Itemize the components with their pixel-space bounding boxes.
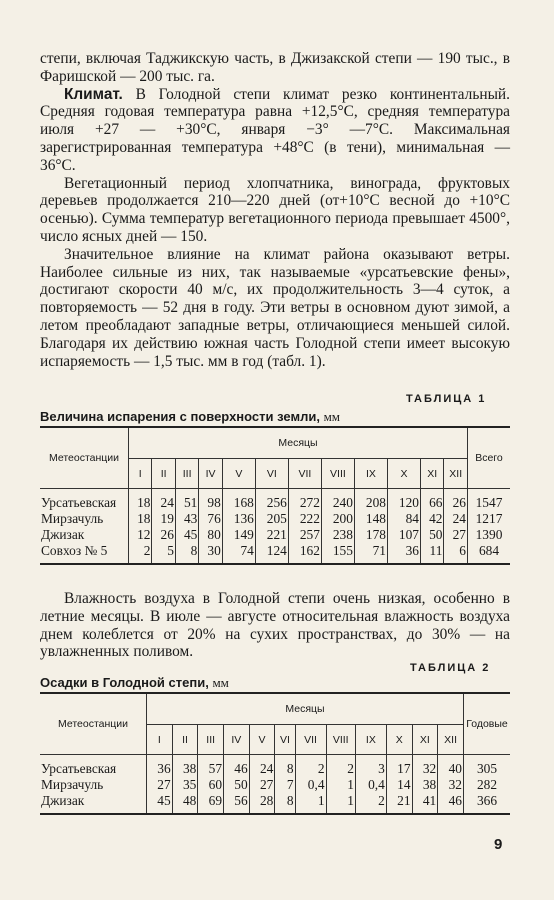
- table-cell: 56: [224, 793, 250, 809]
- table-cell: 205: [255, 511, 288, 527]
- table-cell: 155: [321, 543, 354, 559]
- total-cell: 305: [464, 761, 511, 777]
- table-cell: 19: [152, 511, 175, 527]
- table-cell: 46: [438, 793, 464, 809]
- table-cell: 32: [412, 761, 438, 777]
- total-cell: 1217: [468, 511, 511, 527]
- total-cell: 366: [464, 793, 511, 809]
- station-name: Мирзачуль: [41, 777, 104, 792]
- table-cell: 80: [199, 527, 222, 543]
- table1-month-header: IX: [354, 459, 387, 489]
- table-cell: 2: [129, 543, 152, 559]
- table-cell: 7: [275, 777, 295, 793]
- table-cell: 50: [421, 527, 444, 543]
- table2-month-header: III: [198, 725, 224, 755]
- table-cell: 40: [438, 761, 464, 777]
- table-cell: 42: [421, 511, 444, 527]
- table2-precipitation: [40, 692, 510, 815]
- table-cell: 8: [275, 793, 295, 809]
- table2-month-header: XI: [412, 725, 438, 755]
- table-cell: 36: [387, 543, 420, 559]
- table1-evaporation: [40, 426, 510, 565]
- table-cell: 200: [321, 511, 354, 527]
- table-row: [40, 793, 510, 809]
- table-cell: 45: [175, 527, 198, 543]
- table1-month-header: III: [175, 459, 198, 489]
- page-number: 9: [494, 836, 503, 853]
- table-cell: 2: [355, 793, 386, 809]
- station-name: Мирзачуль: [41, 511, 104, 526]
- table-cell: 6: [444, 543, 468, 559]
- table2-col-station: Метеостанции: [40, 693, 147, 755]
- table-cell: 18: [129, 511, 152, 527]
- table1-col-total: Всего: [468, 427, 511, 489]
- table-cell: 36: [147, 761, 173, 777]
- table2-unit: мм: [212, 675, 229, 690]
- table1-col-months: Месяцы: [129, 427, 468, 459]
- table2-col-total: Годовые: [464, 693, 511, 755]
- table2-col-months: Месяцы: [147, 693, 464, 725]
- table-cell: 2: [326, 761, 355, 777]
- table1-month-header: XII: [444, 459, 468, 489]
- table-cell: 8: [175, 543, 198, 559]
- table1-unit: мм: [323, 409, 341, 424]
- table1-title: [40, 409, 340, 425]
- table-cell: 120: [387, 495, 420, 511]
- climate-text: В Голодной степи климат резко континентальный. Средняя годовая температура равна +12,5°С, средняя температура июля +27 — +30°С, января −3° —7°С. Максимальная зарегистрированная температура +48°С (в тени), минимальная — 36°С.: [40, 85, 510, 174]
- table-cell: 48: [172, 793, 198, 809]
- table1-number: ТАБЛИЦА 1: [406, 393, 487, 405]
- table-cell: 18: [129, 495, 152, 511]
- station-name: Совхоз № 5: [41, 543, 108, 558]
- table-cell: 1: [326, 777, 355, 793]
- table-cell: 257: [288, 527, 321, 543]
- station-name: Джизак: [41, 793, 85, 808]
- table-cell: 46: [224, 761, 250, 777]
- table2-month-header: VIII: [326, 725, 355, 755]
- table-cell: 21: [386, 793, 412, 809]
- table-cell: 84: [387, 511, 420, 527]
- table1-month-header: XI: [421, 459, 444, 489]
- paragraph-winds: Значительное влияние на климат района оказывают ветры. Наиболее сильные из них, так называемые «урсатьевские фены», достигают скорости 40 м/с, их продолжительность 3—4 суток, а повторяемость — 52 дня в году. Эти ветры в основном дуют зимой, а летом преобладают западные ветры, отличающиеся меньшей силой. Благодаря их действию южная часть Голодной степи имеет высокую испаряемость — 1,5 тыс. мм в год (табл. 1).: [40, 245, 510, 370]
- table-cell: 0,4: [355, 777, 386, 793]
- station-name: Урсатьевская: [41, 495, 117, 510]
- table-cell: 1: [295, 793, 326, 809]
- table-row: [40, 543, 510, 559]
- table-cell: 148: [354, 511, 387, 527]
- station-name: Урсатьевская: [41, 761, 117, 776]
- table-cell: 51: [175, 495, 198, 511]
- paragraph-humidity: Влажность воздуха в Голодной степи очень низкая, особенно в летние месяцы. В июле — августе относительная влажность воздуха днем колеблется от 20% на сухих пространствах, до 30% — на увлажненных поливом.: [40, 590, 510, 661]
- table-row: [40, 761, 510, 777]
- table-cell: 238: [321, 527, 354, 543]
- table-cell: 0,4: [295, 777, 326, 793]
- table-cell: 1: [326, 793, 355, 809]
- table-cell: 208: [354, 495, 387, 511]
- table2-month-header: VI: [275, 725, 295, 755]
- table-cell: 76: [199, 511, 222, 527]
- total-cell: 1547: [468, 495, 511, 511]
- table2-month-header: XII: [438, 725, 464, 755]
- table-cell: 12: [129, 527, 152, 543]
- text-block-top: [40, 50, 510, 370]
- table-cell: 168: [222, 495, 255, 511]
- table-cell: 32: [438, 777, 464, 793]
- table-cell: 8: [275, 761, 295, 777]
- table-row: [40, 511, 510, 527]
- table-cell: 14: [386, 777, 412, 793]
- paragraph-vegetation: Вегетационный период хлопчатника, винограда, фруктовых деревьев продолжается 210—220 дней (от+10°С весной до +10°С осенью). Сумма температур вегетационного периода превышает 4500°, число ясных дней — 150.: [40, 174, 510, 245]
- table-cell: 74: [222, 543, 255, 559]
- table2-month-header: IX: [355, 725, 386, 755]
- table-cell: 162: [288, 543, 321, 559]
- table2-month-header: V: [249, 725, 275, 755]
- table1-title-text: Величина испарения с поверхности земли,: [40, 409, 320, 424]
- table-cell: 5: [152, 543, 175, 559]
- table-cell: 24: [444, 511, 468, 527]
- table-cell: 66: [421, 495, 444, 511]
- table-row: [40, 777, 510, 793]
- table-cell: 50: [224, 777, 250, 793]
- table2-month-header: II: [172, 725, 198, 755]
- table1-month-header: X: [387, 459, 420, 489]
- total-cell: 282: [464, 777, 511, 793]
- table-cell: 35: [172, 777, 198, 793]
- table-cell: 17: [386, 761, 412, 777]
- table-cell: 98: [199, 495, 222, 511]
- table-cell: 38: [172, 761, 198, 777]
- paragraph-continuation: степи, включая Таджикскую часть, в Джизакской степи — 190 тыс., в Фаришской — 200 тыс. га.: [40, 50, 510, 85]
- total-cell: 684: [468, 543, 511, 559]
- climate-heading: Климат.: [64, 85, 123, 103]
- table-cell: 26: [152, 527, 175, 543]
- table-cell: 28: [249, 793, 275, 809]
- table2-month-header: I: [147, 725, 173, 755]
- total-cell: 1390: [468, 527, 511, 543]
- table1-month-header: VI: [255, 459, 288, 489]
- table-cell: 27: [147, 777, 173, 793]
- table1-month-header: II: [152, 459, 175, 489]
- table-cell: 30: [199, 543, 222, 559]
- table-cell: 41: [412, 793, 438, 809]
- table-cell: 43: [175, 511, 198, 527]
- station-name: Джизак: [41, 527, 85, 542]
- table-cell: 69: [198, 793, 224, 809]
- paragraph-climate: [40, 86, 510, 175]
- table1-month-header: IV: [199, 459, 222, 489]
- table-cell: 149: [222, 527, 255, 543]
- table-cell: 124: [255, 543, 288, 559]
- table-cell: 45: [147, 793, 173, 809]
- table2-title: [40, 675, 229, 691]
- table2-month-header: VII: [295, 725, 326, 755]
- table-row: [40, 527, 510, 543]
- table-cell: 256: [255, 495, 288, 511]
- table-cell: 60: [198, 777, 224, 793]
- table1-col-station: Метеостанции: [40, 427, 129, 489]
- table2-month-header: IV: [224, 725, 250, 755]
- table2-title-text: Осадки в Голодной степи,: [40, 675, 209, 690]
- table-cell: 27: [249, 777, 275, 793]
- table-cell: 71: [354, 543, 387, 559]
- table1-month-header: I: [129, 459, 152, 489]
- table-cell: 11: [421, 543, 444, 559]
- table-cell: 107: [387, 527, 420, 543]
- table-cell: 57: [198, 761, 224, 777]
- table-cell: 222: [288, 511, 321, 527]
- table1-month-header: V: [222, 459, 255, 489]
- text-block-humidity: [40, 590, 510, 661]
- table-cell: 24: [152, 495, 175, 511]
- table-cell: 272: [288, 495, 321, 511]
- table-cell: 136: [222, 511, 255, 527]
- table2-number: ТАБЛИЦА 2: [410, 662, 491, 674]
- table2-month-header: X: [386, 725, 412, 755]
- table-cell: 2: [295, 761, 326, 777]
- table-cell: 26: [444, 495, 468, 511]
- table-cell: 27: [444, 527, 468, 543]
- table1-month-header: VII: [288, 459, 321, 489]
- table-cell: 38: [412, 777, 438, 793]
- table-cell: 24: [249, 761, 275, 777]
- table-cell: 3: [355, 761, 386, 777]
- table-row: [40, 495, 510, 511]
- table-cell: 221: [255, 527, 288, 543]
- table1-month-header: VIII: [321, 459, 354, 489]
- table-cell: 178: [354, 527, 387, 543]
- table-cell: 240: [321, 495, 354, 511]
